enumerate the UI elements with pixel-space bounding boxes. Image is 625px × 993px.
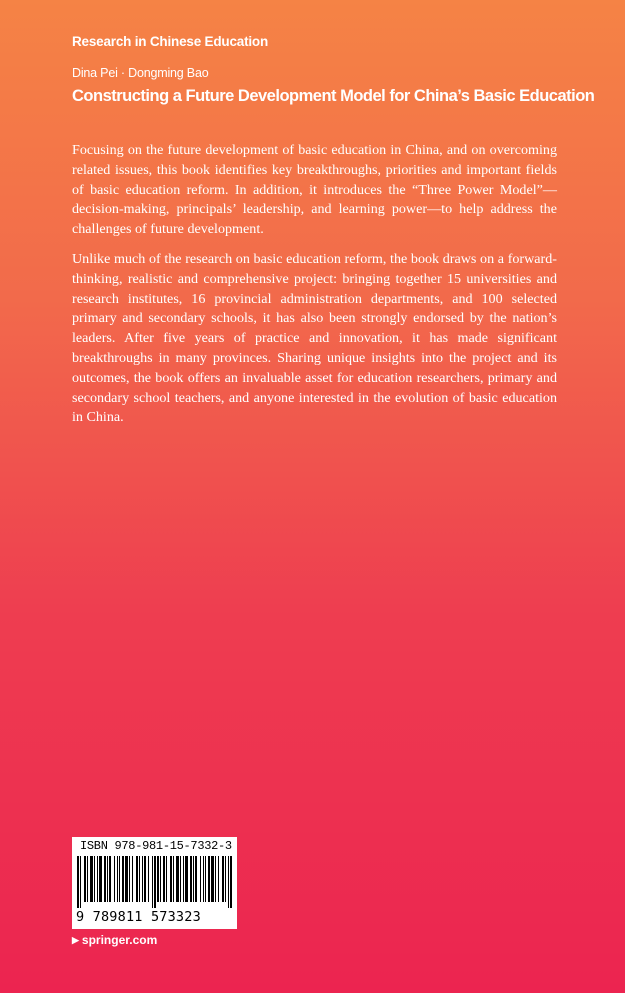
barcode-bar — [195, 856, 197, 902]
authors: Dina Pei · Dongming Bao — [72, 66, 209, 80]
barcode-bar — [218, 856, 219, 902]
barcode-bar — [87, 856, 88, 902]
blurb-paragraph-1: Focusing on the future development of basic education in China, and on overcoming related issues, this book identifies key breakthroughs, priorities and important fields of basic education reform. In addition, it introduces the “Three Power Model”—decision-making, principals’ leadership, and learning power—to help address the challenges of future development. — [72, 142, 557, 238]
barcode-bar — [211, 856, 214, 902]
book-title: Constructing a Future Development Model for China’s Basic Education — [72, 87, 595, 105]
barcode-bar — [173, 856, 174, 902]
triangle-right-icon: ▶ — [72, 934, 79, 945]
barcode-bar — [90, 856, 93, 902]
barcode-bar — [185, 856, 188, 902]
barcode-bar — [144, 856, 146, 902]
barcode-bar — [160, 856, 161, 902]
barcode-bar — [215, 856, 216, 902]
barcode-bar — [157, 856, 159, 902]
barcode-bar — [222, 856, 224, 902]
barcode-bar — [163, 856, 165, 902]
publisher-link[interactable] — [72, 933, 157, 947]
isbn-label: ISBN 978-981-15-7332-3 — [80, 839, 232, 853]
barcode-bar — [228, 856, 229, 908]
barcode-bar — [225, 856, 226, 902]
barcode-bar — [125, 856, 128, 902]
barcode-digits: 9 789811 573323 — [76, 909, 201, 925]
barcode-bar — [119, 856, 120, 902]
barcode-bar — [129, 856, 130, 902]
barcode-bars — [77, 856, 232, 908]
barcode-bar — [132, 856, 133, 902]
barcode-bar — [180, 856, 181, 902]
barcode-bar — [80, 856, 81, 908]
barcode-bar — [122, 856, 124, 902]
barcode-bar — [94, 856, 95, 902]
barcode-bar — [107, 856, 108, 902]
blurb-paragraph-2: Unlike much of the research on basic education reform, the book draws on a forward-thinking, realistic and comprehensive project: bringing together 15 universities and research institutes, 16 provincial administration departments, and 100 selected primary and secondary schools, it has also been strongly endorsed by the nation’s leaders. After five years of practice and innovation, it has made significant breakthroughs in many provinces. Sharing unique insights into the project and its outcomes, the book offers an invaluable asset for education researchers, primary and secondary school teachers, and anyone interested in the evolution of basic education in China. — [72, 250, 557, 426]
barcode-bar — [139, 856, 140, 902]
barcode-bar — [152, 856, 153, 908]
barcode-bar — [99, 856, 102, 902]
barcode-bar — [208, 856, 210, 902]
barcode-bar — [203, 856, 204, 902]
publisher-link-label[interactable]: springer.com — [81, 933, 158, 947]
barcode-bar — [117, 856, 118, 902]
barcode-bar — [193, 856, 194, 902]
barcode-bar — [77, 856, 79, 908]
barcode-bar — [170, 856, 172, 902]
barcode-bar — [183, 856, 184, 902]
barcode-bar — [154, 856, 156, 908]
barcode-bar — [142, 856, 143, 902]
barcode-bar — [114, 856, 115, 902]
barcode-bar — [97, 856, 98, 902]
barcode-bar — [200, 856, 201, 902]
barcode-bar — [176, 856, 179, 902]
barcode-bar — [104, 856, 106, 902]
barcode-bar — [166, 856, 167, 902]
barcode-bar — [148, 856, 149, 902]
blurb — [72, 141, 557, 438]
barcode-bar — [230, 856, 232, 908]
series-name: Research in Chinese Education — [72, 34, 269, 49]
barcode-bar — [109, 856, 111, 902]
barcode-bar — [84, 856, 86, 902]
barcode — [72, 837, 237, 929]
barcode-bar — [205, 856, 206, 902]
barcode-bar — [190, 856, 192, 902]
barcode-bar — [136, 856, 138, 902]
